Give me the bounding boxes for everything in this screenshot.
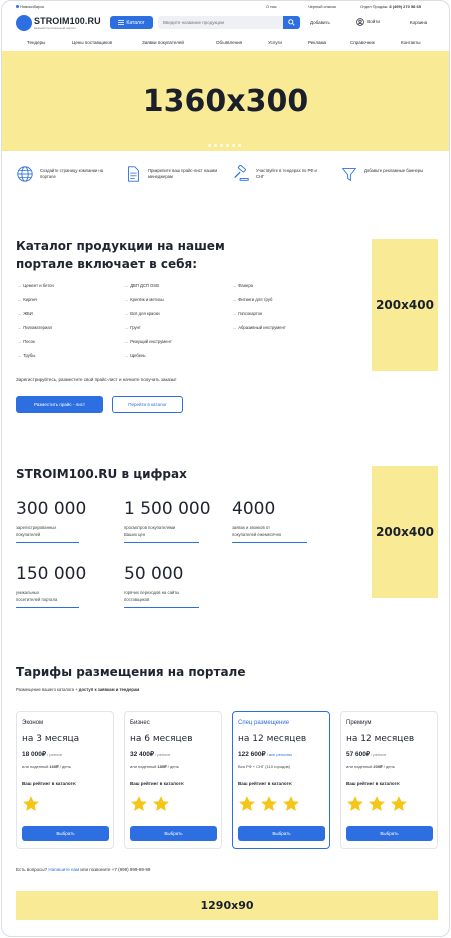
- logo-icon[interactable]: [16, 15, 32, 31]
- tariff-rating-label: Ваш рейтинг в каталоге:: [130, 781, 185, 786]
- bottom-banner[interactable]: 1290x90: [16, 891, 438, 920]
- side-ad-banner[interactable]: 200x400: [372, 466, 438, 598]
- globe-icon: [16, 165, 34, 183]
- tariff-rating-label: Ваш рейтинг в каталоге:: [22, 781, 77, 786]
- feature-tenders: [232, 165, 332, 187]
- tariff-card-premium: [340, 711, 438, 849]
- stat-number: 150 000: [16, 564, 87, 584]
- tariff-daily: [130, 764, 179, 769]
- stat-desc-2: покупателей: [16, 531, 41, 537]
- nav-supplier-prices[interactable]: Цены поставщиков: [72, 40, 113, 45]
- catalog-item[interactable]: → Щебень: [124, 353, 146, 358]
- nav-advertising[interactable]: Реклама: [308, 40, 327, 45]
- tariff-daily-pre: или поденный: [346, 764, 374, 769]
- side-ad-banner[interactable]: 200x400: [372, 239, 438, 371]
- choose-button[interactable]: Выбрать: [346, 826, 433, 841]
- star-icon: [282, 795, 300, 813]
- stat-desc-2: посетителей портала: [16, 596, 58, 602]
- star-icon: [152, 795, 170, 813]
- banner-pagination: [208, 144, 241, 147]
- tariff-daily-post: / день: [166, 764, 179, 769]
- nav-ads[interactable]: Объявления: [216, 40, 243, 45]
- stat-desc-1: зарегистрированных: [16, 525, 57, 530]
- catalog-item[interactable]: → ДВП ДСП OSB: [124, 283, 159, 288]
- tariff-price: [22, 750, 62, 758]
- tariff-daily-pre: или поденный: [22, 764, 50, 769]
- stat-desc-1: заявок и звонков от: [232, 525, 271, 530]
- tariff-daily-pre: или поденный: [130, 764, 158, 769]
- stat-desc-2: поставщиков: [124, 596, 150, 602]
- pagination-dot[interactable]: [220, 144, 223, 147]
- tariff-rating-label: Ваш рейтинг в каталоге:: [238, 781, 293, 786]
- stat-desc-1: уникальных: [16, 590, 40, 595]
- stat-number: 4000: [232, 499, 276, 519]
- tariff-price-value: 122 600₽: [238, 751, 266, 758]
- star-icon: [238, 795, 256, 813]
- pagination-dot[interactable]: [214, 144, 217, 147]
- tariff-price: [238, 750, 292, 758]
- tariff-price-unit: / регион: [46, 752, 62, 757]
- gavel-icon: [232, 165, 250, 183]
- pagination-dot[interactable]: [232, 144, 235, 147]
- search-button[interactable]: [283, 16, 300, 29]
- tariff-period: на 12 месяцев: [238, 734, 307, 744]
- catalog-item[interactable]: → Цемент и бетон: [17, 283, 54, 288]
- tariffs-subtitle-bold: доступ к заявкам и тендерам: [78, 687, 140, 692]
- rating-stars: [22, 795, 40, 813]
- catalog-button[interactable]: [110, 16, 153, 29]
- feature-text: Прикрепите ваш прайс-лист нашим менеджерам: [148, 168, 218, 179]
- nav-buyer-requests[interactable]: Заявки покупателей: [142, 40, 184, 45]
- tariff-daily: [238, 764, 290, 769]
- tariff-period: на 3 месяца: [22, 734, 80, 744]
- tariff-card-economy: [16, 711, 114, 849]
- logo-tagline: важный строительный портал: [34, 26, 76, 30]
- catalog-item[interactable]: → Абразивный инструмент: [232, 325, 286, 330]
- blacklist-link[interactable]: Черный список: [308, 4, 336, 9]
- city-selector[interactable]: Новосибирск: [16, 4, 44, 9]
- tariff-name: Премиум: [346, 720, 372, 726]
- catalog-item[interactable]: → Фанера: [232, 283, 253, 288]
- tariff-price-unit: / регион: [370, 752, 386, 757]
- tariff-price: [130, 750, 170, 758]
- tariff-daily-price: 200₽: [373, 764, 383, 769]
- feature-price-list: [124, 165, 224, 187]
- stat-item: [124, 564, 199, 608]
- tariffs-subtitle: [16, 687, 139, 692]
- rating-stars: [346, 795, 408, 813]
- stat-underline: [16, 607, 79, 608]
- stats-title: STROIM100.RU в цифрах: [16, 467, 187, 481]
- tariff-daily-price: 160₽: [49, 764, 59, 769]
- rating-stars: [238, 795, 300, 813]
- catalog-item[interactable]: → Кирпич: [17, 297, 37, 302]
- stat-item: [232, 499, 307, 543]
- stat-item: [124, 499, 211, 543]
- nav-tenders[interactable]: Тендеры: [27, 40, 46, 45]
- questions-line: [16, 867, 150, 872]
- place-price-list-button[interactable]: Разместить прайс - лист: [16, 396, 103, 413]
- go-to-catalog-button[interactable]: Перейти в каталог: [112, 396, 183, 413]
- tariff-price-unit: / регион: [154, 752, 170, 757]
- stat-number: 300 000: [16, 499, 87, 519]
- stat-item: [16, 499, 86, 543]
- tariff-name: Бизнес: [130, 720, 150, 726]
- stat-desc-1: горячих переходов на сайты: [124, 590, 180, 595]
- catalog-item[interactable]: → Всё для краски: [124, 311, 160, 316]
- location-pin-icon: [16, 5, 19, 8]
- stat-underline: [124, 607, 199, 608]
- catalog-item[interactable]: → Песок: [17, 339, 35, 344]
- page-frame: [1, 0, 450, 937]
- nav-directory[interactable]: Справочник: [350, 40, 375, 45]
- catalog-item[interactable]: → Пиломатериал: [17, 325, 52, 330]
- stat-underline: [124, 542, 199, 543]
- questions-text: Есть вопросы?: [16, 867, 49, 872]
- tariff-rating-label: Ваш рейтинг в каталоге:: [346, 781, 401, 786]
- tariff-daily-post: / день: [58, 764, 71, 769]
- tariff-card-special: [232, 711, 330, 849]
- funnel-icon: [340, 165, 358, 183]
- tariff-daily-price: 180₽: [157, 764, 167, 769]
- catalog-item[interactable]: → Крепёж и метизы: [124, 297, 164, 302]
- tariff-daily: [346, 764, 395, 769]
- login-label: Войти: [367, 19, 380, 25]
- tariff-name: Эконом: [22, 720, 44, 726]
- menu-icon: [118, 20, 124, 25]
- pagination-dot[interactable]: [208, 144, 211, 147]
- feature-banners: [340, 165, 440, 187]
- catalog-title-line1: Каталог продукции на нашем: [16, 239, 225, 253]
- choose-button[interactable]: Выбрать: [22, 826, 109, 841]
- catalog-title-line2: портале включает в себя:: [16, 257, 197, 271]
- star-icon: [260, 795, 278, 813]
- feature-text: Создайте страницу компании на портале: [40, 168, 104, 179]
- tariff-name: Спец размещение: [238, 720, 290, 726]
- tariff-price-unit: / все регионы: [265, 752, 292, 757]
- tariff-period: на 6 месяцев: [130, 734, 193, 744]
- tariff-daily: [22, 764, 71, 769]
- feature-text: Добавьте рекламные баннеры: [364, 168, 424, 173]
- search-input[interactable]: [158, 16, 283, 29]
- catalog-item[interactable]: → Грунт: [124, 325, 141, 330]
- catalog-item[interactable]: → Режущий инструмент: [124, 339, 172, 344]
- tariff-daily-post: / день: [382, 764, 395, 769]
- tariff-price: [346, 750, 386, 758]
- top-bar: [2, 3, 449, 11]
- stat-item: [16, 564, 86, 608]
- write-us-link[interactable]: Напишите нам: [48, 867, 80, 872]
- star-icon: [390, 795, 408, 813]
- catalog-button-label: Каталог: [126, 19, 145, 26]
- star-icon: [346, 795, 364, 813]
- star-icon: [130, 795, 148, 813]
- catalog-item[interactable]: → Фитинги для труб: [232, 297, 272, 302]
- logo-name[interactable]: STROIM100.RU: [34, 16, 101, 26]
- sales-info: Отдел Продаж: 8 (499) 270 58 65: [360, 4, 421, 9]
- stat-desc-2: покупателей ежемесячно: [232, 531, 282, 537]
- tariffs-subtitle-text: Размещение вашего каталога +: [16, 687, 79, 692]
- stat-desc-2: Ваших цен: [124, 531, 146, 537]
- tariff-card-business: [124, 711, 222, 849]
- sales-phone[interactable]: 8 (499) 270 58 65: [389, 4, 421, 9]
- nav-contacts[interactable]: Контакты: [401, 40, 421, 45]
- login-link[interactable]: [356, 18, 380, 26]
- feature-text: Участвуйте в тендерах по РФ и СНГ: [256, 168, 317, 179]
- catalog-cta-text: Зарегистрируйтесь, разместите свой прайс-лист и начните получать заказы!: [16, 377, 177, 382]
- rating-stars: [130, 795, 170, 813]
- star-icon: [22, 795, 40, 813]
- main-nav: [2, 39, 449, 49]
- stat-number: 1 500 000: [124, 499, 211, 519]
- document-icon: [124, 165, 142, 183]
- star-icon: [368, 795, 386, 813]
- stat-desc-1: просмотров покупателями: [124, 525, 176, 530]
- tariff-daily-pre: Вся РФ + СНГ (110 городов): [238, 764, 291, 769]
- pagination-dot[interactable]: [226, 144, 229, 147]
- stat-number: 50 000: [124, 564, 184, 584]
- tariff-price-value: 57 600₽: [346, 751, 371, 758]
- tariff-price-value: 32 400₽: [130, 751, 155, 758]
- catalog-item[interactable]: → Трубы: [17, 353, 35, 358]
- catalog-item[interactable]: → Гипсокартон: [232, 311, 262, 316]
- top-banner[interactable]: 1360x300: [2, 51, 449, 151]
- tariff-period: на 12 месяцев: [346, 734, 415, 744]
- user-icon: [356, 18, 364, 26]
- tariffs-title: Тарифы размещения на портале: [16, 665, 246, 679]
- about-link[interactable]: О нас: [266, 4, 277, 9]
- catalog-item[interactable]: → ЖБИ: [17, 311, 33, 316]
- tariff-price-value: 18 000₽: [22, 751, 47, 758]
- questions-phone: или позвоните +7 (999) 999-99-99: [79, 867, 151, 872]
- search-icon: [288, 19, 295, 26]
- choose-button[interactable]: Выбрать: [130, 826, 217, 841]
- feature-company-page: [16, 165, 116, 187]
- add-link[interactable]: Добавить: [310, 20, 330, 25]
- pagination-dot[interactable]: [238, 144, 241, 147]
- nav-services[interactable]: Услуги: [268, 40, 282, 45]
- choose-button[interactable]: Выбрать: [238, 826, 325, 841]
- stat-underline: [16, 542, 79, 543]
- stat-underline: [232, 542, 307, 543]
- cart-link[interactable]: Корзина: [410, 20, 428, 25]
